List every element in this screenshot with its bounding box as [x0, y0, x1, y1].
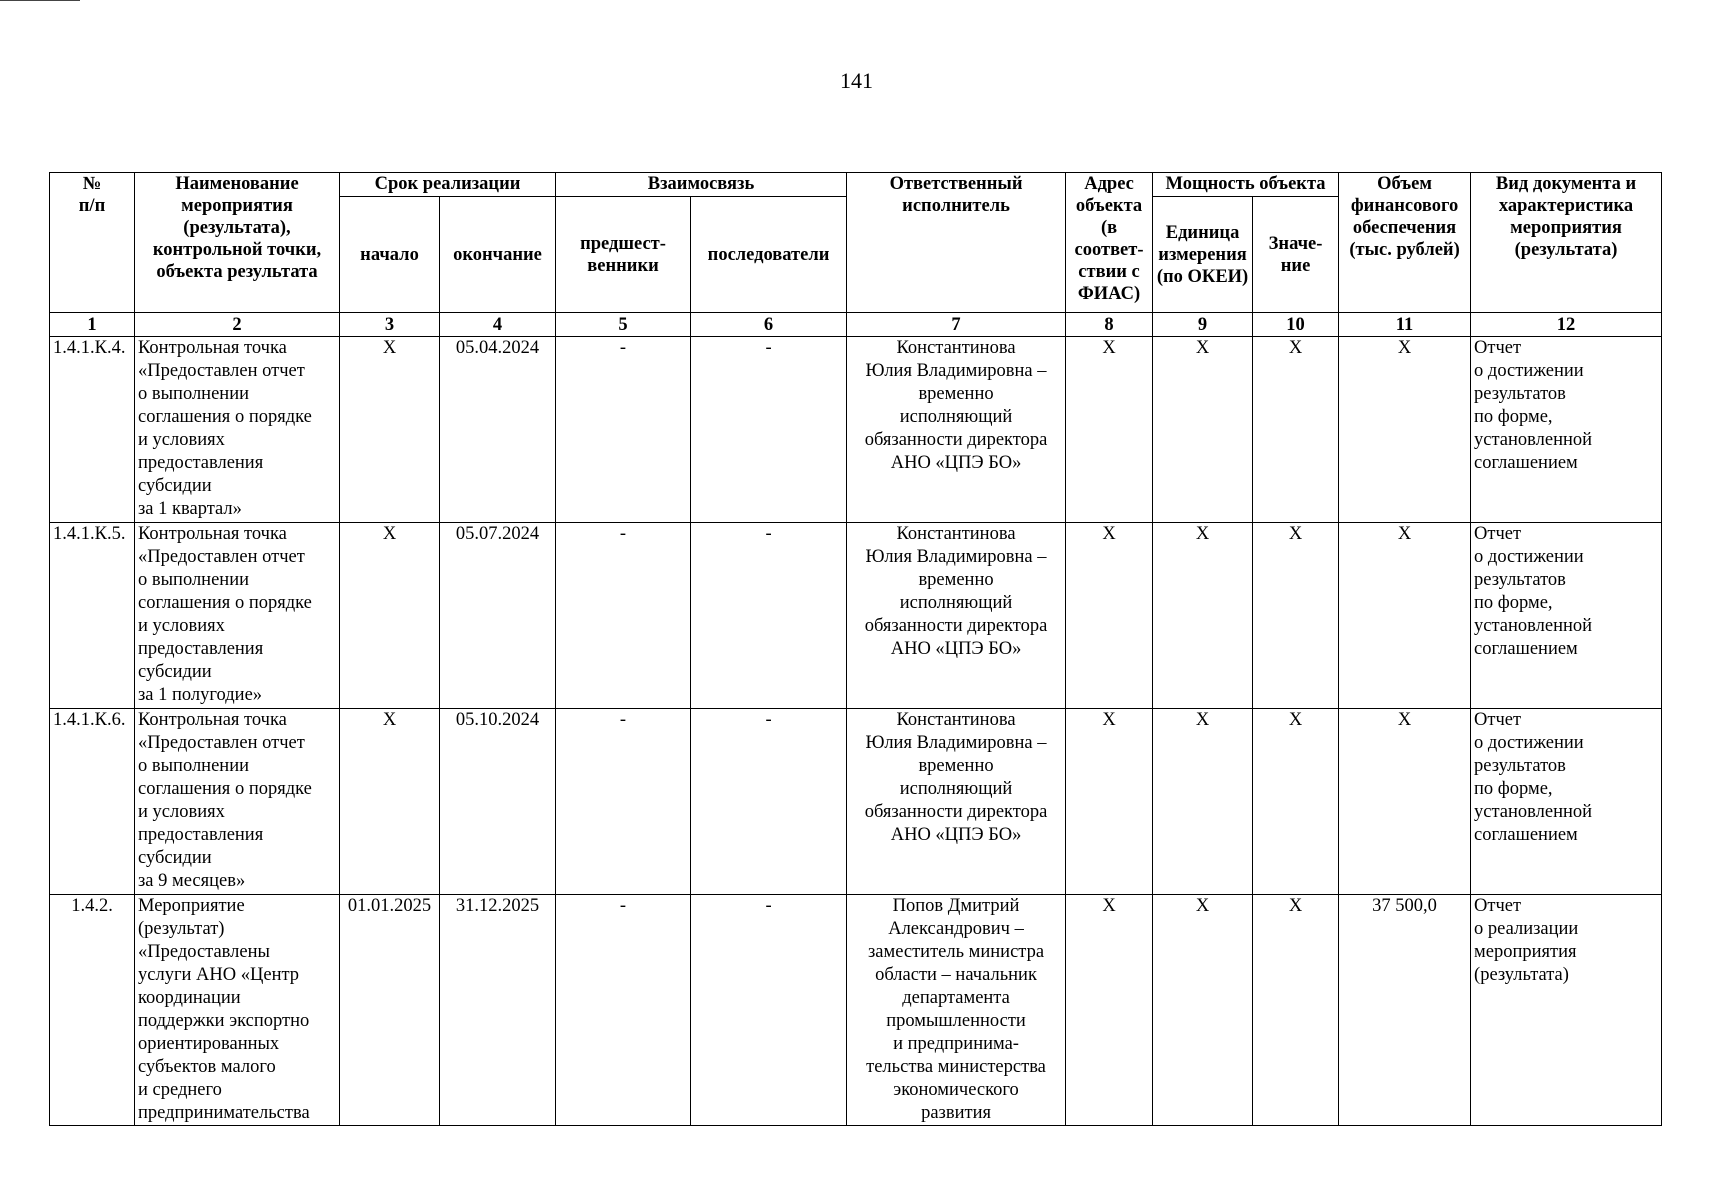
cell-no: 1.4.1.К.5.	[50, 523, 135, 709]
column-number: 6	[691, 313, 847, 337]
cell-finance: X	[1339, 709, 1471, 895]
column-number: 4	[440, 313, 556, 337]
cell-successors: -	[691, 337, 847, 523]
cell-finance: X	[1339, 523, 1471, 709]
cell-value: X	[1253, 523, 1339, 709]
cell-responsible: Константинова Юлия Владимировна – временно исполняющий обязанности директора АНО «ЦПЭ БО»	[847, 523, 1066, 709]
table-header-row	[50, 173, 1662, 197]
cell-address: X	[1066, 895, 1153, 1126]
cell-name: Контрольная точка «Предоставлен отчет о выполнении соглашения о порядке и условиях предоставления субсидии за 1 квартал»	[135, 337, 340, 523]
cell-successors: -	[691, 895, 847, 1126]
cell-no: 1.4.1.К.4.	[50, 337, 135, 523]
cell-predecessors: -	[556, 337, 691, 523]
header-unit: Единица измерения (по ОКЕИ)	[1153, 197, 1253, 313]
cell-predecessors: -	[556, 523, 691, 709]
cell-value: X	[1253, 895, 1339, 1126]
column-number: 2	[135, 313, 340, 337]
cell-responsible: Константинова Юлия Владимировна – временно исполняющий обязанности директора АНО «ЦПЭ БО»	[847, 709, 1066, 895]
header-value: Значе- ние	[1253, 197, 1339, 313]
column-number: 8	[1066, 313, 1153, 337]
header-end: окончание	[440, 197, 556, 313]
cell-name: Мероприятие (результат) «Предоставлены услуги АНО «Центр координации поддержки экспортно ориентированных субъектов малого и среднего предпринимательства	[135, 895, 340, 1126]
cell-start: X	[340, 709, 440, 895]
header-no: № п/п	[50, 173, 135, 313]
header-capacity-group: Мощность объекта	[1153, 173, 1339, 197]
cell-finance: X	[1339, 337, 1471, 523]
cell-end: 05.10.2024	[440, 709, 556, 895]
cell-address: X	[1066, 523, 1153, 709]
cell-end: 31.12.2025	[440, 895, 556, 1126]
plan-table	[49, 172, 1662, 1126]
header-responsible: Ответственный исполнитель	[847, 173, 1066, 313]
cell-start: 01.01.2025	[340, 895, 440, 1126]
cell-end: 05.04.2024	[440, 337, 556, 523]
cell-doc-type: Отчет о реализации мероприятия (результата)	[1471, 895, 1662, 1126]
column-number: 5	[556, 313, 691, 337]
header-successors: последователи	[691, 197, 847, 313]
cell-address: X	[1066, 709, 1153, 895]
cell-start: X	[340, 523, 440, 709]
table-row	[50, 523, 1662, 709]
cell-end: 05.07.2024	[440, 523, 556, 709]
cell-no: 1.4.1.К.6.	[50, 709, 135, 895]
header-relation-group: Взаимосвязь	[556, 173, 847, 197]
column-number: 7	[847, 313, 1066, 337]
cell-responsible: Попов Дмитрий Александрович – заместитель министра области – начальник департамента промышленности и предпринима- тельства министерства экономического развития	[847, 895, 1066, 1126]
cell-start: X	[340, 337, 440, 523]
cell-value: X	[1253, 337, 1339, 523]
header-term-group: Срок реализации	[340, 173, 556, 197]
table-row	[50, 337, 1662, 523]
cell-doc-type: Отчет о достижении результатов по форме, установленной соглашением	[1471, 709, 1662, 895]
cell-doc-type: Отчет о достижении результатов по форме, установленной соглашением	[1471, 337, 1662, 523]
cell-unit: X	[1153, 523, 1253, 709]
cell-no: 1.4.2.	[50, 895, 135, 1126]
column-number: 11	[1339, 313, 1471, 337]
column-number: 10	[1253, 313, 1339, 337]
cell-unit: X	[1153, 709, 1253, 895]
cell-responsible: Константинова Юлия Владимировна – временно исполняющий обязанности директора АНО «ЦПЭ БО»	[847, 337, 1066, 523]
header-finance: Объем финансового обеспечения (тыс. рублей)	[1339, 173, 1471, 313]
cell-unit: X	[1153, 337, 1253, 523]
page-number: 141	[840, 68, 873, 93]
scan-edge-line	[0, 0, 80, 1]
column-numbers-row	[50, 313, 1662, 337]
column-number: 12	[1471, 313, 1662, 337]
cell-name: Контрольная точка «Предоставлен отчет о выполнении соглашения о порядке и условиях предоставления субсидии за 1 полугодие»	[135, 523, 340, 709]
column-number: 9	[1153, 313, 1253, 337]
table-row	[50, 895, 1662, 1126]
table-row	[50, 709, 1662, 895]
cell-predecessors: -	[556, 895, 691, 1126]
header-address: Адрес объекта (в соответ-ствии с ФИАС)	[1066, 173, 1153, 313]
header-start: начало	[340, 197, 440, 313]
column-number: 3	[340, 313, 440, 337]
cell-unit: X	[1153, 895, 1253, 1126]
cell-address: X	[1066, 337, 1153, 523]
cell-name: Контрольная точка «Предоставлен отчет о выполнении соглашения о порядке и условиях предоставления субсидии за 9 месяцев»	[135, 709, 340, 895]
cell-predecessors: -	[556, 709, 691, 895]
cell-finance: 37 500,0	[1339, 895, 1471, 1126]
cell-successors: -	[691, 523, 847, 709]
cell-doc-type: Отчет о достижении результатов по форме, установленной соглашением	[1471, 523, 1662, 709]
header-name: Наименование мероприятия (результата), контрольной точки, объекта результата	[135, 173, 340, 313]
column-number: 1	[50, 313, 135, 337]
cell-successors: -	[691, 709, 847, 895]
header-predecessors: предшест- венники	[556, 197, 691, 313]
header-doc-type: Вид документа и характеристика мероприятия (результата)	[1471, 173, 1662, 313]
cell-value: X	[1253, 709, 1339, 895]
